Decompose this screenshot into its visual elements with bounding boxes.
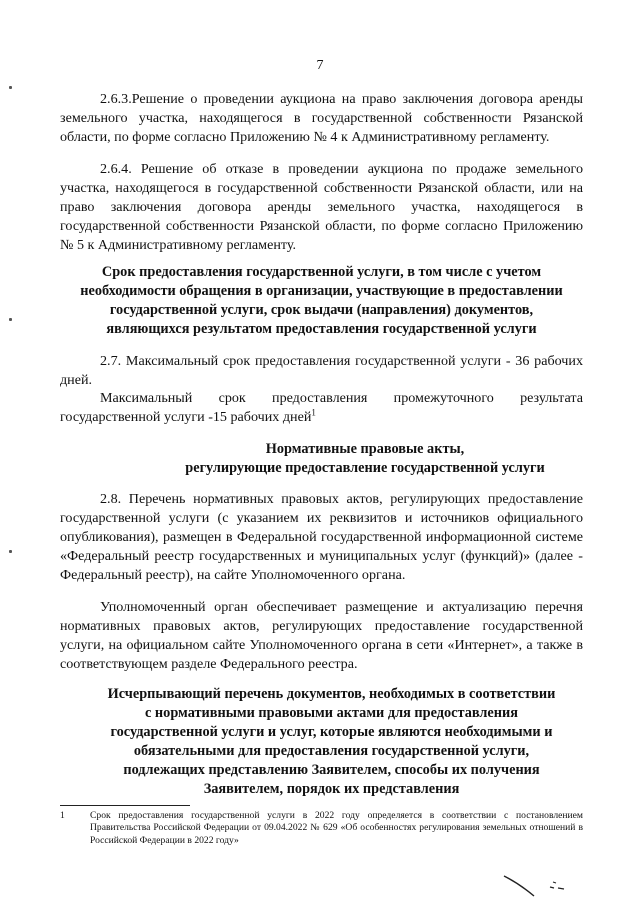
scan-artifact xyxy=(9,86,12,89)
heading-line: необходимости обращения в организации, участвующие в предоставлении xyxy=(80,283,563,299)
paragraph-2-7-intermediate-text: Максимальный срок предоставления промежуточного результата государственной услуги -15 рабочих дней xyxy=(60,390,583,425)
footnote-reference: 1 xyxy=(311,407,316,418)
heading-line: Нормативные правовые акты, xyxy=(265,441,465,457)
heading-line: с нормативными правовыми актами для предоставления xyxy=(145,705,518,721)
heading-line: регулирующие предоставление государственной услуги xyxy=(185,460,545,476)
footnote-text: Срок предоставления государственной услуги в 2022 году определяется в соответствии с постановлением Правительства Российской Федерации от 09.04.2022 № 629 «Об особенностях регулирования земельных отношений в Российской Федерации в 2022 году» xyxy=(90,810,583,846)
heading-line: Заявителем, порядок их представления xyxy=(203,781,460,797)
heading-required-documents xyxy=(70,685,593,799)
heading-line: государственной услуги, срок выдачи (направления) документов, xyxy=(109,302,534,318)
page-number: 7 xyxy=(316,58,324,73)
paragraph-2-6-4: 2.6.4. Решение об отказе в проведении аукциона по продаже земельного участка, находящегося в государственной собственности Рязанской области, или на право заключения договора аренды земельного участка, находящегося в государственной собственности Рязанской области, по форме согласно Приложению № 5 к Административному регламенту. xyxy=(60,161,583,253)
heading-line: обязательными для предоставления государственной услуги, xyxy=(133,743,530,759)
heading-service-term xyxy=(60,263,583,339)
heading-line: подлежащих представлению Заявителем, способы их получения xyxy=(123,762,540,778)
heading-line: Срок предоставления государственной услуги, в том числе с учетом xyxy=(101,264,542,280)
footnote-mark: 1 xyxy=(60,810,65,821)
footnote-separator xyxy=(60,805,190,806)
paragraph-2-7-intermediate xyxy=(60,389,583,427)
heading-line: являющихся результатом предоставления государственной услуги xyxy=(106,321,537,337)
footnote xyxy=(60,810,583,847)
paragraph-2-6-3: 2.6.3.Решение о проведении аукциона на право заключения договора аренды земельного участка, находящегося в государственной собственности Рязанской области, по форме согласно Приложению № 4 к Административному регламенту. xyxy=(60,91,583,145)
signature-mark xyxy=(500,870,620,900)
scan-artifact xyxy=(9,318,12,321)
heading-line: государственной услуги и услуг, которые являются необходимыми и xyxy=(110,724,553,740)
paragraph-2-7: 2.7. Максимальный срок предоставления государственной услуги - 36 рабочих дней. xyxy=(60,353,583,388)
paragraph-2-8-authority: Уполномоченный орган обеспечивает размещение и актуализацию перечня нормативных правовых актов, регулирующих предоставление государственной услуги, на официальном сайте Уполномоченного органа в сети «Интернет», а также в соответствующем разделе Федерального реестра. xyxy=(60,599,583,672)
scan-artifact xyxy=(9,550,12,553)
heading-line: Исчерпывающий перечень документов, необходимых в соответствии xyxy=(107,686,556,702)
heading-legal-acts xyxy=(110,440,620,478)
paragraph-2-8: 2.8. Перечень нормативных правовых актов, регулирующих предоставление государственной услуги (с указанием их реквизитов и источников официального опубликования), размещен в Федеральной государственной информационной системе «Федеральный реестр государственных и муниципальных услуг (функций)» (далее - Федеральный реестр), на сайте Уполномоченного органа. xyxy=(60,491,583,583)
